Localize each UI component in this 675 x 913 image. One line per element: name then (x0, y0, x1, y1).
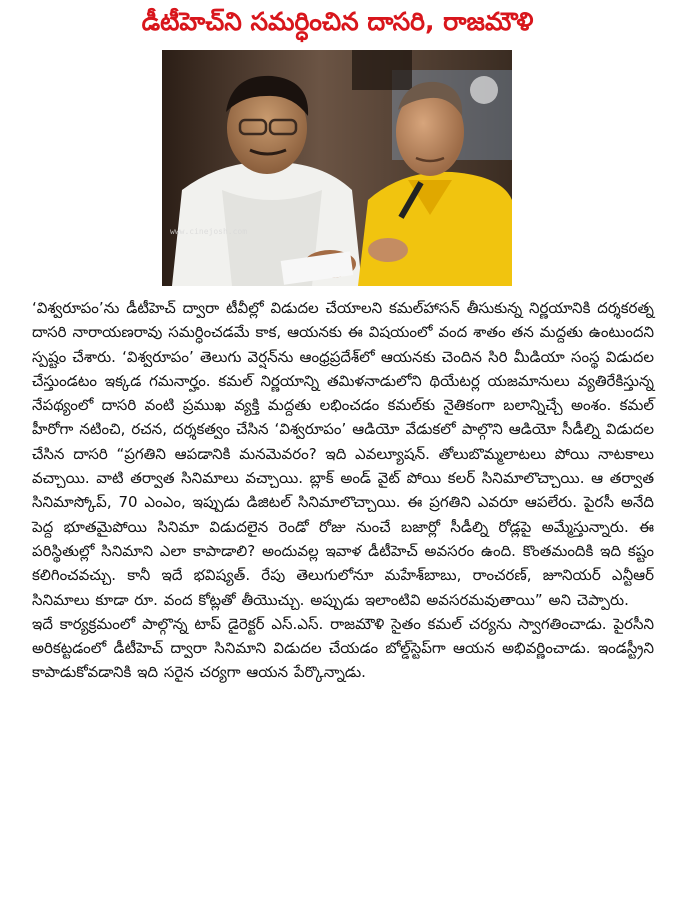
paragraph: ఇదే కార్యక్రమంలో పాల్గొన్న టాప్ డైరెక్టర్ ఎస్.ఎస్. రాజమౌళి సైతం కమల్ చర్యను స్వాగతించాడు. పైరసీని అరికట్టడంలో డీటీహెచ్ ద్వారా సినిమాని విడుదల చేయడం బోల్డ్‌స్టెప్‌గా ఆయన అభివర్ణించాడు. ఇండస్ట్రీని కాపాడుకోవడానికి ఇది సరైన చర్యగా ఆయన పేర్కొన్నాడు. (32, 614, 654, 682)
news-photo (162, 50, 512, 286)
photo-watermark: www.cinejosh.com (170, 227, 248, 236)
paragraph: ‘విశ్వరూపం’ను డీటీహెచ్ ద్వారా టీవీల్లో విడుదల చేయాలని కమల్‌హాసన్ తీసుకున్న నిర్ణయానికి దర్శకరత్న దాసరి నారాయణరావు సమర్ధించడమే కాక, ఆయనకు ఈ విషయంలో వంద శాతం తన మద్దతు ఉంటుందని స్పష్టం చేశారు. ‘విశ్వరూపం’ తెలుగు వెర్షన్‌ను ఆంధ్రప్రదేశ్‌లో ఆయనకు చెందిన సిరి మీడియా సంస్థ విడుదల చేస్తుండటం ఇక్కడ గమనార్హం. కమల్ నిర్ణయాన్ని తమిళనాడులోని థియేటర్ల యజమానులు వ్యతిరేకిస్తున్న నేపథ్యంలో దాసరి వంటి ప్రముఖ వ్యక్తి మద్దతు లభించడం కమల్‌కు నైతికంగా బలాన్నిచ్చే అంశం. కమల్ హీరోగా నటించి, రచన, దర్శకత్వం చేసిన ‘విశ్వరూపం’ ఆడియో వేడుకలో పాల్గొని ఆడియో సీడీల్ని విడుదల చేసిన దాసరి “ప్రగతిని ఆపడానికి మనమెవరం? ఇది ఎవల్యూషన్. తోలుబొమ్మలాటలు పోయి నాటకాలు వచ్చాయి. వాటి తర్వాత సినిమాలు వచ్చాయి. బ్లాక్ అండ్ వైట్ పోయి కలర్ సినిమాలొచ్చాయి. ఆ తర్వాత సినిమాస్కోప్, 70 ఎంఎం, ఇప్పుడు డిజిటల్ సినిమాలొచ్చాయి. ఈ ప్రగతిని ఎవరూ ఆపలేరు. పైరసీ అనేది పెద్ద భూతమైపోయి సినిమా విడుదలైన రెండో రోజు నుంచే బజార్లో సీడీల్ని రోడ్లపై అమ్మేస్తున్నారు. ఈ పరిస్థితుల్లో సినిమాని ఎలా కాపాడాలి? అందువల్ల ఇవాళ డీటీహెచ్ అవసరం ఉంది. కొంతమందికి ఇది కష్టం కలిగించవచ్చు. కానీ ఇదే భవిష్యత్. రేపు తెలుగులోనూ మహేశ్‌బాబు, రాంచరణ్, జూనియర్ ఎన్టీఆర్ సినిమాలు కూడా రూ. వంద కోట్లతో తీయొచ్చు. అప్పుడు ఇలాంటివి అవసరమవుతాయి” అని చెప్పారు. (32, 299, 654, 609)
article-body (32, 296, 654, 685)
headline: డీటీహెచ్‌ని సమర్ధించిన దాసరి, రాజమౌళి (141, 7, 534, 36)
